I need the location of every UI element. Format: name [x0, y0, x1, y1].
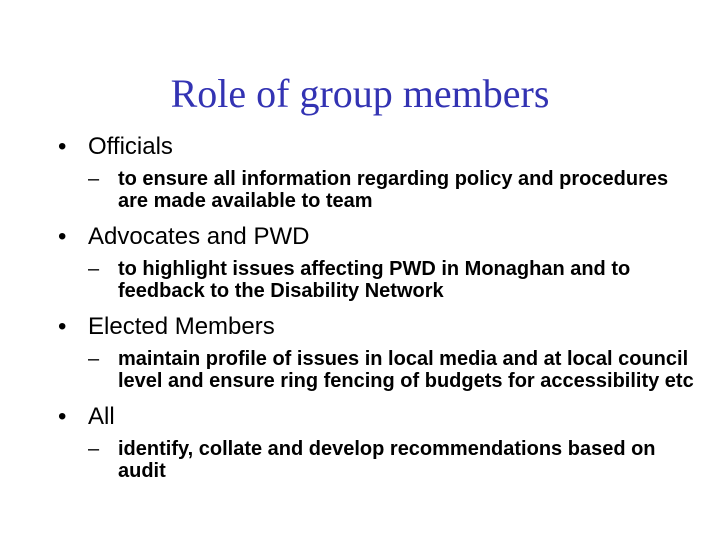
bullet-icon: • — [58, 133, 67, 160]
bullet-icon: • — [58, 223, 67, 250]
bullet-heading-row — [58, 402, 698, 432]
bullet-item-officials — [58, 132, 698, 212]
bullet-icon: • — [58, 313, 67, 340]
bullet-heading: All — [88, 403, 115, 430]
bullet-heading-row — [58, 222, 698, 252]
sub-bullet-text: identify, collate and develop recommendations based on audit — [118, 438, 656, 482]
bullet-list — [58, 132, 698, 482]
sub-bullet-row — [88, 438, 698, 482]
bullet-icon: • — [58, 403, 67, 430]
bullet-item-elected-members — [58, 312, 698, 392]
dash-icon: – — [88, 258, 100, 280]
sub-bullet-text: maintain profile of issues in local media and at local council level and ensure ring fencing of budgets for accessibility etc — [118, 348, 694, 392]
bullet-heading: Advocates and PWD — [88, 223, 310, 250]
bullet-heading-row — [58, 132, 698, 162]
bullet-item-all — [58, 402, 698, 482]
slide-title: Role of group members — [170, 71, 550, 116]
sub-bullet-text: to ensure all information regarding policy and procedures are made available to team — [118, 168, 669, 212]
dash-icon: – — [88, 438, 100, 460]
bullet-heading: Officials — [88, 133, 173, 160]
sub-bullet-row — [88, 348, 698, 392]
bullet-item-advocates — [58, 222, 698, 302]
dash-icon: – — [88, 348, 100, 370]
sub-bullet-text: to highlight issues affecting PWD in Monaghan and to feedback to the Disability Network — [118, 258, 631, 302]
dash-icon: – — [88, 168, 100, 190]
bullet-heading: Elected Members — [88, 313, 275, 340]
bullet-heading-row — [58, 312, 698, 342]
sub-bullet-row — [88, 258, 698, 302]
sub-bullet-row — [88, 168, 698, 212]
